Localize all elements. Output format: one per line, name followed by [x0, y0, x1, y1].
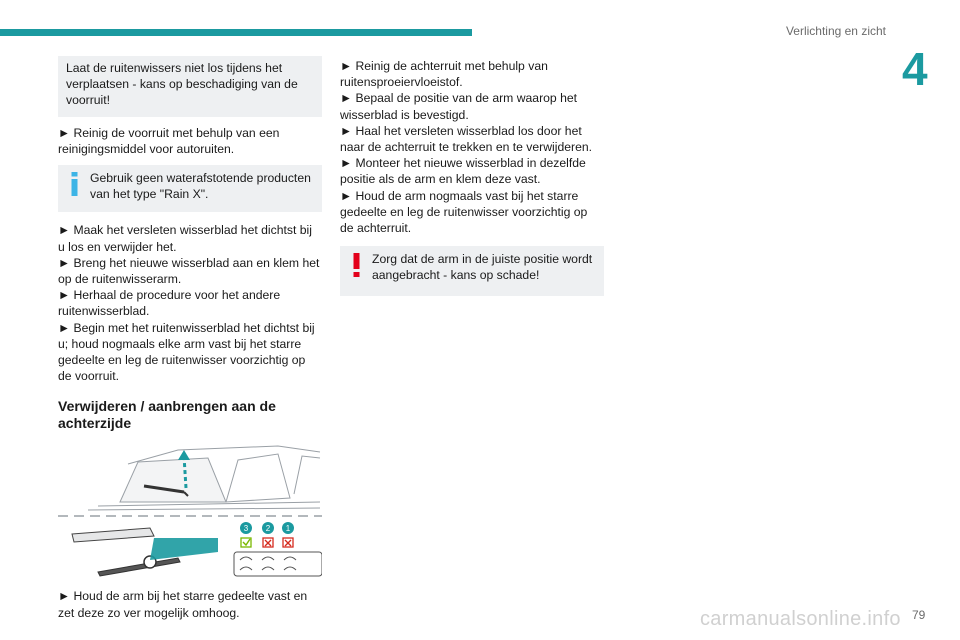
- info-icon: [71, 172, 78, 196]
- rear-wiper-illustration: [58, 442, 322, 578]
- badge-1: 1: [285, 524, 291, 534]
- watermark: carmanualsonline.info: [700, 608, 901, 630]
- section-heading-rear: Verwijderen / aanbrengen aan de achterzijde: [58, 398, 276, 432]
- warning-note-text: Zorg dat de arm in de juiste positie wordt aangebracht - kans op schade!: [372, 252, 593, 283]
- arrow-bullet-icon: ►: [58, 589, 71, 604]
- wiper-arm-drawing: [72, 528, 218, 576]
- paragraph-raise-arm: ► Houd de arm bij het starre gedeelte vast en zet deze zo ver mogelijk omhoog.: [58, 589, 308, 620]
- step-item: ► Maak het versleten wisserblad het dichtst bij u los en verwijder het.: [58, 223, 312, 254]
- section-title: Verlichting en zicht: [785, 24, 886, 38]
- arrow-bullet-icon: ►: [340, 59, 353, 73]
- warning-icon: [353, 253, 360, 277]
- step-item: ► Houd de arm nogmaals vast bij het starre gedeelte en leg de ruitenwisser voorzichtig op de achterruit.: [340, 188, 588, 236]
- arrow-bullet-icon: ►: [58, 320, 71, 335]
- arm-clip-drawings: [234, 552, 322, 576]
- paragraph-clean-windscreen: [58, 125, 322, 157]
- right-column: [340, 58, 604, 296]
- arrow-bullet-icon: ►: [58, 125, 71, 140]
- arrow-bullet-icon: ►: [58, 255, 71, 270]
- badge-2: 2: [265, 524, 271, 534]
- arrow-bullet-icon: ►: [340, 188, 353, 203]
- step-item: ► Breng het nieuwe wisserblad aan en klem het op de ruitenwisserarm.: [58, 255, 320, 287]
- arrow-bullet-icon: ►: [340, 91, 353, 106]
- step-item: ► Begin met het ruitenwisserblad het dichtst bij u; houd nogmaals elke arm vast bij het starre gedeelte en leg de ruitenwisser voorzichtig op de voorruit.: [58, 320, 315, 384]
- arrow-bullet-icon: ►: [58, 223, 71, 238]
- chapter-number: 4: [902, 43, 928, 95]
- arrow-bullet-icon: ►: [340, 156, 353, 171]
- caution-text: Laat de ruitenwissers niet los tijdens het verplaatsen - kans op beschadiging van de voorruit!: [66, 61, 298, 108]
- step-badges: [240, 522, 294, 534]
- step-item: ► Bepaal de positie van de arm waarop het wisserblad is bevestigd.: [340, 91, 578, 122]
- left-column: [58, 56, 322, 621]
- front-steps-list: [58, 222, 322, 384]
- caution-box: [58, 56, 322, 117]
- step-item: ► Herhaal de procedure voor het andere ruitenwisserblad.: [58, 288, 281, 319]
- arrow-bullet-icon: ►: [58, 288, 71, 303]
- page-number: 79: [912, 608, 926, 622]
- header-accent-bar: [0, 29, 472, 36]
- info-note: [58, 165, 322, 212]
- step-item: ► Monteer het nieuwe wisserblad in dezelfde positie als de arm en klem deze vast.: [340, 156, 586, 187]
- badge-3: 3: [243, 524, 249, 534]
- step-item: ► Reinig de achterruit met behulp van ruitensproeiervloeistof.: [340, 59, 548, 90]
- arrow-bullet-icon: ►: [340, 123, 353, 138]
- info-note-text: Gebruik geen waterafstotende producten van het type "Rain X".: [90, 171, 311, 202]
- step-item: ► Haal het versleten wisserblad los door het naar de achterruit te trekken en te verwijderen.: [340, 123, 593, 155]
- warning-note: [340, 246, 604, 295]
- rear-steps-list: [340, 58, 604, 236]
- paragraph-text: Reinig de voorruit met behulp van een reinigingsmiddel voor autoruiten.: [58, 125, 280, 156]
